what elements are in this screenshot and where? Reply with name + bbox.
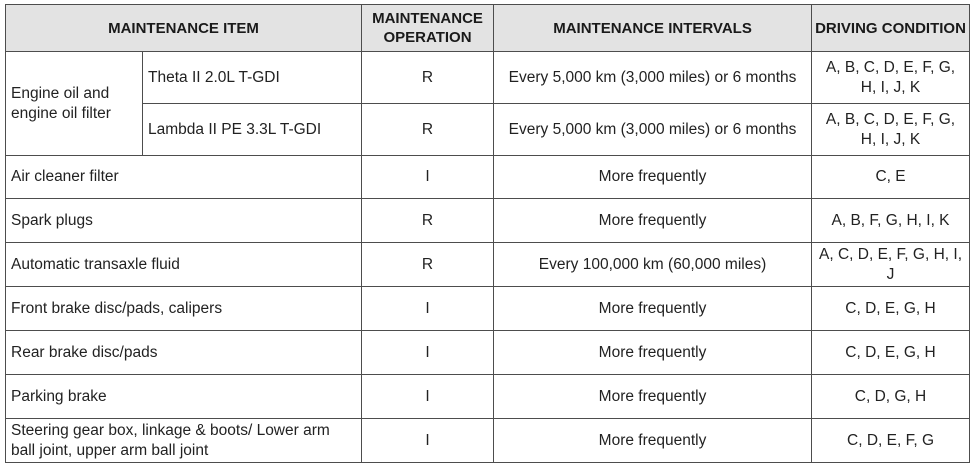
interval-cell: More frequently <box>494 331 812 375</box>
table-row <box>6 331 970 375</box>
operation-cell: I <box>362 156 494 199</box>
condition-cell: C, D, E, F, G <box>812 419 970 463</box>
header-maintenance-intervals: MAINTENANCE INTERVALS <box>494 5 812 52</box>
item-air-cleaner: Air cleaner filter <box>6 156 362 199</box>
table-row <box>6 419 970 463</box>
operation-cell: R <box>362 104 494 156</box>
interval-cell: More frequently <box>494 419 812 463</box>
operation-cell: I <box>362 331 494 375</box>
header-maintenance-operation: MAINTENANCE OPERATION <box>362 5 494 52</box>
operation-cell: R <box>362 199 494 243</box>
table-row <box>6 104 970 156</box>
operation-cell: R <box>362 243 494 287</box>
interval-cell: More frequently <box>494 156 812 199</box>
item-spark-plugs: Spark plugs <box>6 199 362 243</box>
interval-cell: More frequently <box>494 375 812 419</box>
table-row <box>6 375 970 419</box>
operation-cell: R <box>362 52 494 104</box>
interval-cell: Every 100,000 km (60,000 miles) <box>494 243 812 287</box>
condition-cell: A, C, D, E, F, G, H, I, J <box>812 243 970 287</box>
interval-cell: More frequently <box>494 287 812 331</box>
operation-cell: I <box>362 287 494 331</box>
item-engine-oil: Engine oil and engine oil filter <box>6 52 143 156</box>
item-transaxle-fluid: Automatic transaxle fluid <box>6 243 362 287</box>
item-steering: Steering gear box, linkage & boots/ Lower arm ball joint, upper arm ball joint <box>6 419 362 463</box>
condition-cell: C, D, G, H <box>812 375 970 419</box>
header-driving-condition: DRIVING CONDITION <box>812 5 970 52</box>
operation-cell: I <box>362 419 494 463</box>
maintenance-table <box>5 4 970 463</box>
table-row <box>6 199 970 243</box>
header-row <box>6 5 970 52</box>
engine-lambda: Lambda II PE 3.3L T-GDI <box>143 104 362 156</box>
condition-cell: C, D, E, G, H <box>812 287 970 331</box>
item-rear-brake: Rear brake disc/pads <box>6 331 362 375</box>
item-parking-brake: Parking brake <box>6 375 362 419</box>
condition-cell: C, E <box>812 156 970 199</box>
table-row <box>6 243 970 287</box>
interval-cell: Every 5,000 km (3,000 miles) or 6 months <box>494 52 812 104</box>
operation-cell: I <box>362 375 494 419</box>
table-row <box>6 156 970 199</box>
item-front-brake: Front brake disc/pads, calipers <box>6 287 362 331</box>
table-row <box>6 287 970 331</box>
condition-cell: C, D, E, G, H <box>812 331 970 375</box>
engine-theta: Theta II 2.0L T-GDI <box>143 52 362 104</box>
condition-cell: A, B, C, D, E, F, G, H, I, J, K <box>812 52 970 104</box>
table-row <box>6 52 970 104</box>
interval-cell: Every 5,000 km (3,000 miles) or 6 months <box>494 104 812 156</box>
header-maintenance-item: MAINTENANCE ITEM <box>6 5 362 52</box>
condition-cell: A, B, F, G, H, I, K <box>812 199 970 243</box>
condition-cell: A, B, C, D, E, F, G, H, I, J, K <box>812 104 970 156</box>
interval-cell: More frequently <box>494 199 812 243</box>
